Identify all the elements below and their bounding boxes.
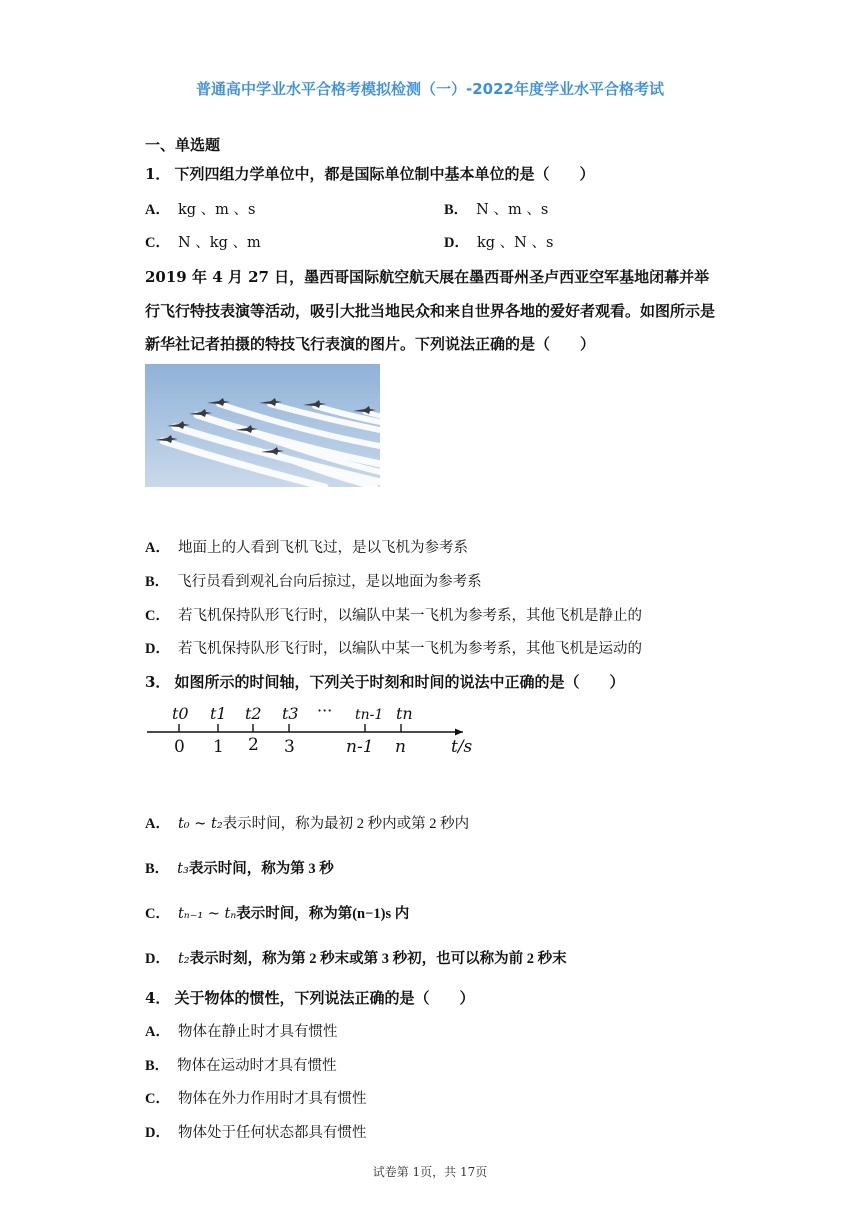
q2-option-a: [145, 536, 468, 557]
option-key: D．: [145, 1125, 170, 1141]
option-text: 飞行员看到观礼台向后掠过，是以地面为参考系: [177, 574, 482, 590]
option-math: t₃: [177, 861, 189, 877]
option-key: B．: [145, 861, 170, 877]
q4-option-d: [145, 1121, 366, 1142]
question-text: 新华社记者拍摄的特技飞行表演的图片。下列说法正确的是（ ）: [145, 335, 596, 353]
question-4: [145, 987, 474, 1008]
option-text: kg 、m 、s: [177, 202, 256, 218]
option-math: tₙ₋₁ ~ tₙ: [177, 906, 237, 922]
question-text: 如图所示的时间轴，下列关于时刻和时间的说法中正确的是（ ）: [174, 673, 625, 691]
tick-label-bottom: 1: [213, 737, 224, 757]
question-3: [145, 671, 624, 692]
option-key: B．: [145, 574, 170, 590]
question-number: 3．: [145, 673, 171, 691]
axis-label: t/s: [451, 737, 473, 757]
option-key: B．: [145, 1058, 170, 1074]
option-text: 物体在外力作用时才具有惯性: [177, 1091, 367, 1107]
tick-label-top: tn: [396, 704, 413, 723]
q3-option-b: [145, 857, 334, 878]
tick-label-bottom: 0: [174, 737, 185, 757]
option-math: t₀ ~ t₂: [177, 816, 223, 832]
option-text: kg 、N 、s: [476, 235, 554, 251]
tick-label-bottom: 2: [248, 735, 259, 755]
option-key: D．: [145, 641, 170, 657]
question-1: [145, 163, 594, 184]
question-number: 1．: [145, 165, 171, 183]
q4-option-a: [145, 1020, 337, 1041]
tick-label-bottom: n: [395, 737, 406, 757]
option-text: 若飞机保持队形飞行时，以编队中某一飞机为参考系，其他飞机是静止的: [177, 608, 642, 624]
tick-label-ellipsis: ···: [317, 701, 333, 720]
option-key: A．: [145, 816, 170, 832]
page-footer: 试卷第 1页，共 17页: [372, 1165, 488, 1179]
option-key: A．: [145, 202, 170, 218]
q2-option-b: [145, 570, 482, 591]
question-text: 关于物体的惯性，下列说法正确的是（ ）: [174, 989, 475, 1007]
option-text: 地面上的人看到飞机飞过，是以飞机为参考系: [177, 540, 468, 556]
time-axis-figure: [145, 700, 475, 760]
option-text: 表示时间，称为第 3 秒: [188, 861, 334, 877]
q3-option-a: [145, 812, 469, 833]
option-text: 物体在运动时才具有惯性: [177, 1058, 337, 1074]
option-key: C．: [145, 1091, 170, 1107]
q1-option-d: [444, 231, 553, 252]
q3-option-d: [145, 947, 567, 968]
option-text: N 、m 、s: [476, 202, 549, 218]
option-text: 表示时间，称为最初 2 秒内或第 2 秒内: [222, 816, 470, 832]
option-math: t₂: [177, 951, 190, 967]
question-text: 2019 年 4 月 27 日，墨西哥国际航空航天展在墨西哥州圣卢西亚空军基地闭幕并举: [145, 268, 710, 286]
option-key: B．: [444, 202, 469, 218]
q1-option-b: [444, 198, 548, 219]
option-key: C．: [145, 235, 170, 251]
q1-option-a: [145, 198, 255, 219]
tick-label-top: t3: [282, 704, 299, 723]
option-key: C．: [145, 906, 170, 922]
tick-label-top: tn-1: [355, 707, 384, 723]
tick-label-top: t1: [210, 704, 227, 723]
option-key: C．: [145, 608, 170, 624]
q3-option-c: [145, 902, 409, 923]
option-text: 表示时间，称为第(n−1)s 内: [236, 906, 410, 922]
option-key: A．: [145, 1024, 170, 1040]
q2-option-c: [145, 604, 642, 625]
section-heading: 一、单选题: [145, 136, 221, 154]
q2-option-d: [145, 637, 642, 658]
option-key: D．: [444, 235, 469, 251]
option-text: 物体处于任何状态都具有惯性: [177, 1125, 367, 1141]
tick-label-top: t0: [172, 704, 189, 723]
option-text: N 、kg 、m: [177, 235, 261, 251]
option-text: 若飞机保持队形飞行时，以编队中某一飞机为参考系，其他飞机是运动的: [177, 641, 642, 657]
question-2-line-1: [145, 266, 709, 287]
axis-arrow: [455, 729, 463, 736]
document-title: 普通高中学业水平合格考模拟检测（一）-2022年度学业水平合格考试: [196, 80, 664, 98]
q4-option-c: [145, 1087, 366, 1108]
tick-label-bottom: 3: [284, 737, 295, 757]
q4-option-b: [145, 1054, 337, 1075]
question-2-line-3: [145, 333, 595, 354]
option-text: 表示时刻，称为第 2 秒末或第 3 秒初，也可以称为前 2 秒末: [189, 951, 567, 967]
aerobatic-jets-photo: [145, 364, 380, 487]
q1-option-c: [145, 231, 261, 252]
question-number: 4．: [145, 989, 171, 1007]
tick-label-top: t2: [245, 704, 262, 723]
option-key: A．: [145, 540, 170, 556]
question-text: 下列四组力学单位中，都是国际单位制中基本单位的是（ ）: [174, 165, 595, 183]
tick-label-bottom: n-1: [346, 737, 374, 757]
option-text: 物体在静止时才具有惯性: [177, 1024, 338, 1040]
question-text: 行飞行特技表演等活动，吸引大批当地民众和来自世界各地的爱好者观看。如图所示是: [145, 302, 716, 320]
question-2-line-2: [145, 300, 715, 321]
option-key: D．: [145, 951, 170, 967]
